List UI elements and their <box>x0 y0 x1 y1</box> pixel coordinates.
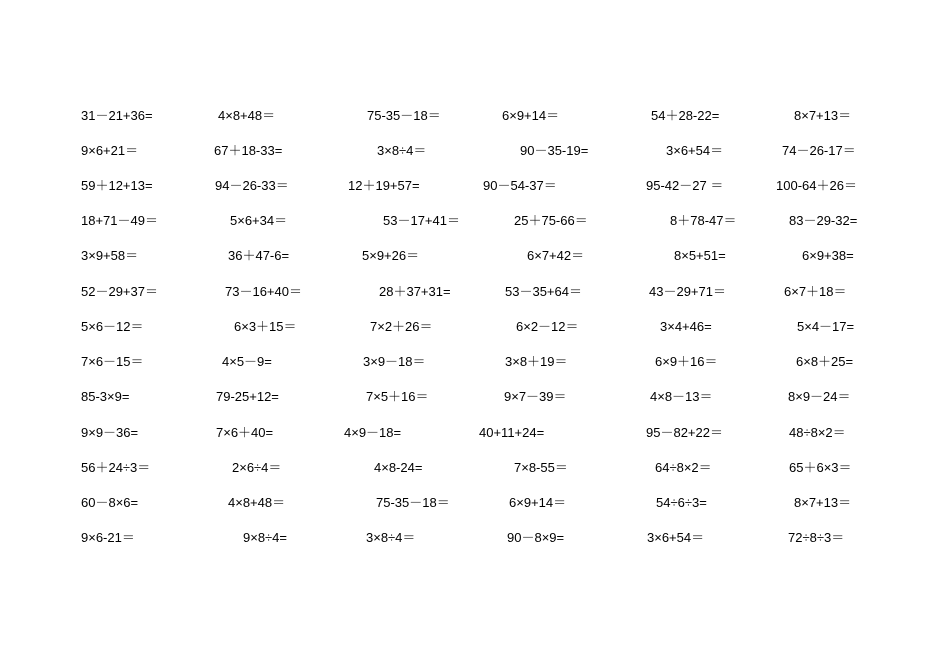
problem-row <box>0 105 950 127</box>
arithmetic-problem: 3×9+58＝ <box>81 248 139 263</box>
arithmetic-problem: 3×8＋19＝ <box>505 354 568 369</box>
arithmetic-problem: 7×5＋16＝ <box>366 389 429 404</box>
arithmetic-problem: 4×9－18= <box>344 425 402 440</box>
arithmetic-problem: 8＋78-47＝ <box>670 213 737 228</box>
arithmetic-problem: 4×8－13＝ <box>650 389 713 404</box>
arithmetic-problem: 8×7+13＝ <box>794 495 852 510</box>
arithmetic-problem: 100-64＋26＝ <box>776 178 857 193</box>
arithmetic-problem: 4×8-24= <box>374 460 423 475</box>
arithmetic-problem: 3×6+54＝ <box>666 143 724 158</box>
arithmetic-problem: 83－29-32= <box>789 213 858 228</box>
problem-row <box>0 527 950 549</box>
arithmetic-problem: 90－35-19= <box>520 143 589 158</box>
arithmetic-problem: 6×9＋16＝ <box>655 354 718 369</box>
arithmetic-problem: 31－21+36= <box>81 108 153 123</box>
arithmetic-problem: 74－26-17＝ <box>782 143 856 158</box>
arithmetic-problem: 9×8÷4= <box>243 530 288 545</box>
arithmetic-problem: 7×6－15＝ <box>81 354 144 369</box>
arithmetic-problem: 59＋12+13= <box>81 178 153 193</box>
arithmetic-problem: 54＋28-22= <box>651 108 720 123</box>
arithmetic-problem: 48÷8×2＝ <box>789 425 846 440</box>
arithmetic-problem: 75-35－18＝ <box>367 108 441 123</box>
arithmetic-problem: 3×8÷4＝ <box>377 143 427 158</box>
problem-row <box>0 351 950 373</box>
arithmetic-problem: 85-3×9= <box>81 389 130 404</box>
problem-row <box>0 245 950 267</box>
arithmetic-problem: 56＋24÷3＝ <box>81 460 151 475</box>
arithmetic-problem: 64÷8×2＝ <box>655 460 712 475</box>
arithmetic-problem: 6×7+42＝ <box>527 248 585 263</box>
problem-row <box>0 457 950 479</box>
arithmetic-problem: 6×9+14＝ <box>502 108 560 123</box>
arithmetic-problem: 3×6+54＝ <box>647 530 705 545</box>
arithmetic-problem: 6×2－12＝ <box>516 319 579 334</box>
arithmetic-problem: 7×2＋26＝ <box>370 319 433 334</box>
arithmetic-problem: 5×9+26＝ <box>362 248 420 263</box>
problem-row <box>0 386 950 408</box>
arithmetic-problem: 67＋18-33= <box>214 143 283 158</box>
arithmetic-problem: 6×9+38= <box>802 248 854 263</box>
arithmetic-problem: 54÷6÷3= <box>656 495 707 510</box>
arithmetic-problem: 65＋6×3＝ <box>789 460 852 475</box>
problem-row <box>0 492 950 514</box>
arithmetic-problem: 4×8+48＝ <box>218 108 276 123</box>
arithmetic-problem: 3×9－18＝ <box>363 354 426 369</box>
arithmetic-problem: 6×9+14＝ <box>509 495 567 510</box>
arithmetic-problem: 8×5+51= <box>674 248 726 263</box>
arithmetic-problem: 4×5－9= <box>222 354 272 369</box>
arithmetic-problem: 95-42－27 ＝ <box>646 178 724 193</box>
arithmetic-problem: 72÷8÷3＝ <box>788 530 845 545</box>
arithmetic-problem: 9×6-21＝ <box>81 530 135 545</box>
arithmetic-problem: 9×9－36= <box>81 425 139 440</box>
arithmetic-problem: 94－26-33＝ <box>215 178 289 193</box>
arithmetic-problem: 6×3＋15＝ <box>234 319 297 334</box>
arithmetic-problem: 18+71－49＝ <box>81 213 158 228</box>
problem-row <box>0 210 950 232</box>
arithmetic-problem: 12＋19+57= <box>348 178 420 193</box>
arithmetic-problem: 5×4－17= <box>797 319 855 334</box>
arithmetic-problem: 60－8×6= <box>81 495 139 510</box>
arithmetic-problem: 28＋37+31= <box>379 284 451 299</box>
problem-row <box>0 422 950 444</box>
arithmetic-problem: 4×8+48＝ <box>228 495 286 510</box>
arithmetic-problem: 95－82+22＝ <box>646 425 723 440</box>
problem-row <box>0 316 950 338</box>
arithmetic-problem: 9×6+21＝ <box>81 143 139 158</box>
arithmetic-problem: 5×6+34＝ <box>230 213 288 228</box>
arithmetic-problem: 25＋75-66＝ <box>514 213 588 228</box>
arithmetic-problem: 3×8÷4＝ <box>366 530 416 545</box>
arithmetic-problem: 52－29+37＝ <box>81 284 158 299</box>
arithmetic-problem: 40+11+24= <box>479 425 545 440</box>
arithmetic-problem: 7×6＋40= <box>216 425 274 440</box>
arithmetic-problem: 53－35+64＝ <box>505 284 582 299</box>
arithmetic-problem: 3×4+46= <box>660 319 712 334</box>
arithmetic-problem: 7×8-55＝ <box>514 460 568 475</box>
arithmetic-problem: 6×8＋25= <box>796 354 854 369</box>
problem-row <box>0 140 950 162</box>
arithmetic-problem: 73－16+40＝ <box>225 284 302 299</box>
arithmetic-problem: 36＋47-6= <box>228 248 290 263</box>
arithmetic-problem: 79-25+12= <box>216 389 279 404</box>
problem-row <box>0 175 950 197</box>
arithmetic-problem: 6×7＋18＝ <box>784 284 847 299</box>
arithmetic-problem: 8×7+13＝ <box>794 108 852 123</box>
arithmetic-problem: 5×6－12＝ <box>81 319 144 334</box>
arithmetic-problem: 43－29+71＝ <box>649 284 726 299</box>
arithmetic-problem: 90－8×9= <box>507 530 565 545</box>
problem-row <box>0 281 950 303</box>
arithmetic-problem: 90－54-37＝ <box>483 178 557 193</box>
arithmetic-problem: 9×7－39＝ <box>504 389 567 404</box>
arithmetic-problem: 75-35－18＝ <box>376 495 450 510</box>
arithmetic-problem: 2×6÷4＝ <box>232 460 282 475</box>
arithmetic-problem: 53－17+41＝ <box>383 213 460 228</box>
arithmetic-problem: 8×9－24＝ <box>788 389 851 404</box>
